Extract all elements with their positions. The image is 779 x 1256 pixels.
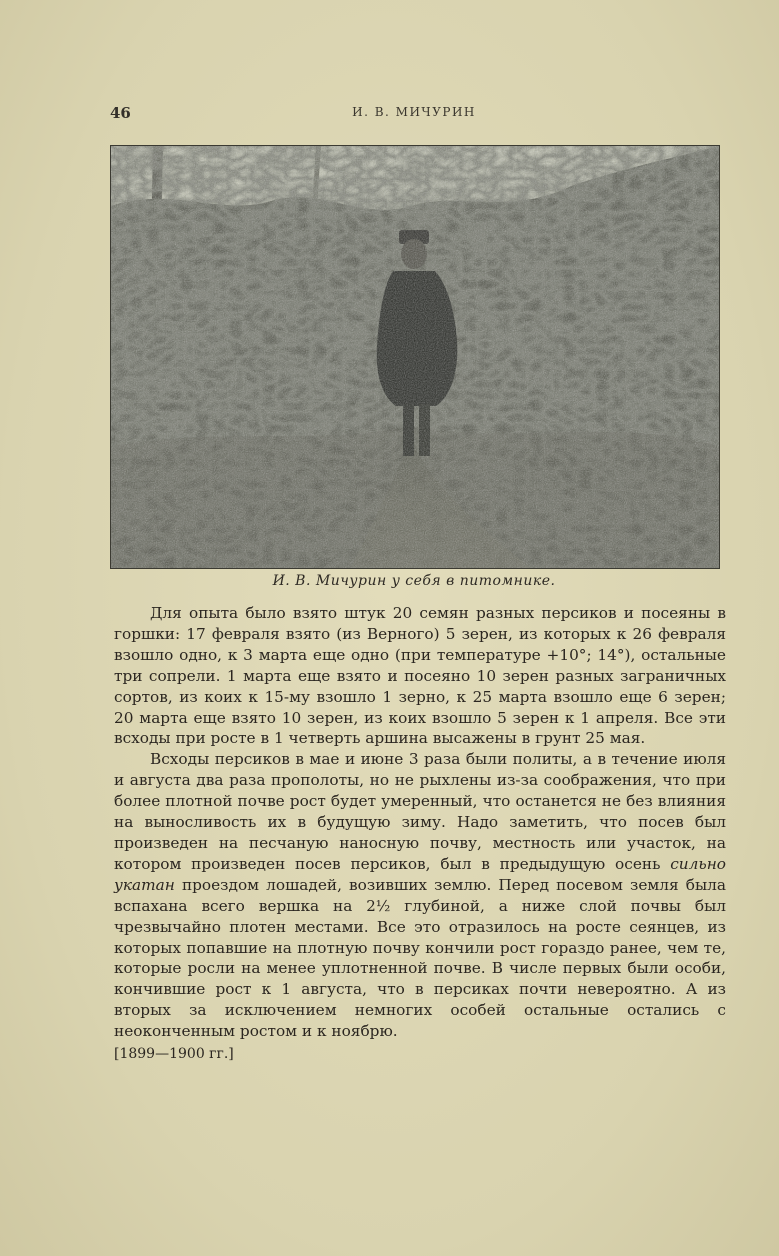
paragraph-1: Для опыта было взято штук 20 семян разных персиков и посеяны в горшки: 17 февраля взято (из Верного) 5 зерен, из которых к 26 февраля взошло одно, к 3 марта еще одно (при температуре +10°; 14°), остальные три сопрели. 1 марта еще взято и посеяно 10 зерен разных заграничных сортов, из коих к 15-му взошло 1 зерно, к 25 марта взошло еще 6 зерен; 20 марта еще взято 10 зерен, из коих взошло 5 зерен к 1 апреля. Все эти всходы при росте в 1 четверть аршина высажены в грунт 25 мая. bbox=[114, 604, 726, 748]
emphasized-phrase: сильно укатан bbox=[114, 854, 726, 894]
page-number: 46 bbox=[110, 104, 131, 122]
running-head bbox=[110, 104, 718, 124]
paragraph-2-part-c: глубиной, а ниже слой почвы был чрезвычайно плотен местами. Все это отразилось на росте сеянцев, из которых попавшие на плотную почву кончили рост гораздо ранее, чем те, которые росли на менее уплотненной почве. В числе первых были особи, кончившие рост к 1 августа, что в персиках почти невероятно. А из вторых за исключением немногих особей остальные остались с неоконченным ростом и к ноябрю. bbox=[114, 896, 726, 1041]
date-note: [1899—1900 гг.] bbox=[114, 1046, 234, 1063]
paragraph-2 bbox=[114, 749, 726, 1042]
paragraph-2-part-a: Всходы персиков в мае и июне 3 раза были политы, а в течение июля и августа два раза прополоты, но не рыхлены из-за соображения, что при более плотной почве рост будет умеренный, что останется не без влияния на выносливость их в будущую зиму. Надо заметить, что посев был произведен на песчаную наносную почву, местность или участок, на котором произведен посев персиков, был в предыдущую осень bbox=[114, 750, 726, 873]
body-text bbox=[114, 603, 726, 1065]
photograph bbox=[110, 145, 720, 569]
paragraph-2-part-b: проездом лошадей, возивших землю. Перед посевом земля была вспахана всего вершка на bbox=[114, 875, 726, 915]
running-title: И. В. МИЧУРИН bbox=[352, 105, 476, 119]
figure-caption: И. В. Мичурин у себя в питомнике. bbox=[272, 573, 556, 589]
fraction-value: 2½ bbox=[366, 896, 391, 915]
